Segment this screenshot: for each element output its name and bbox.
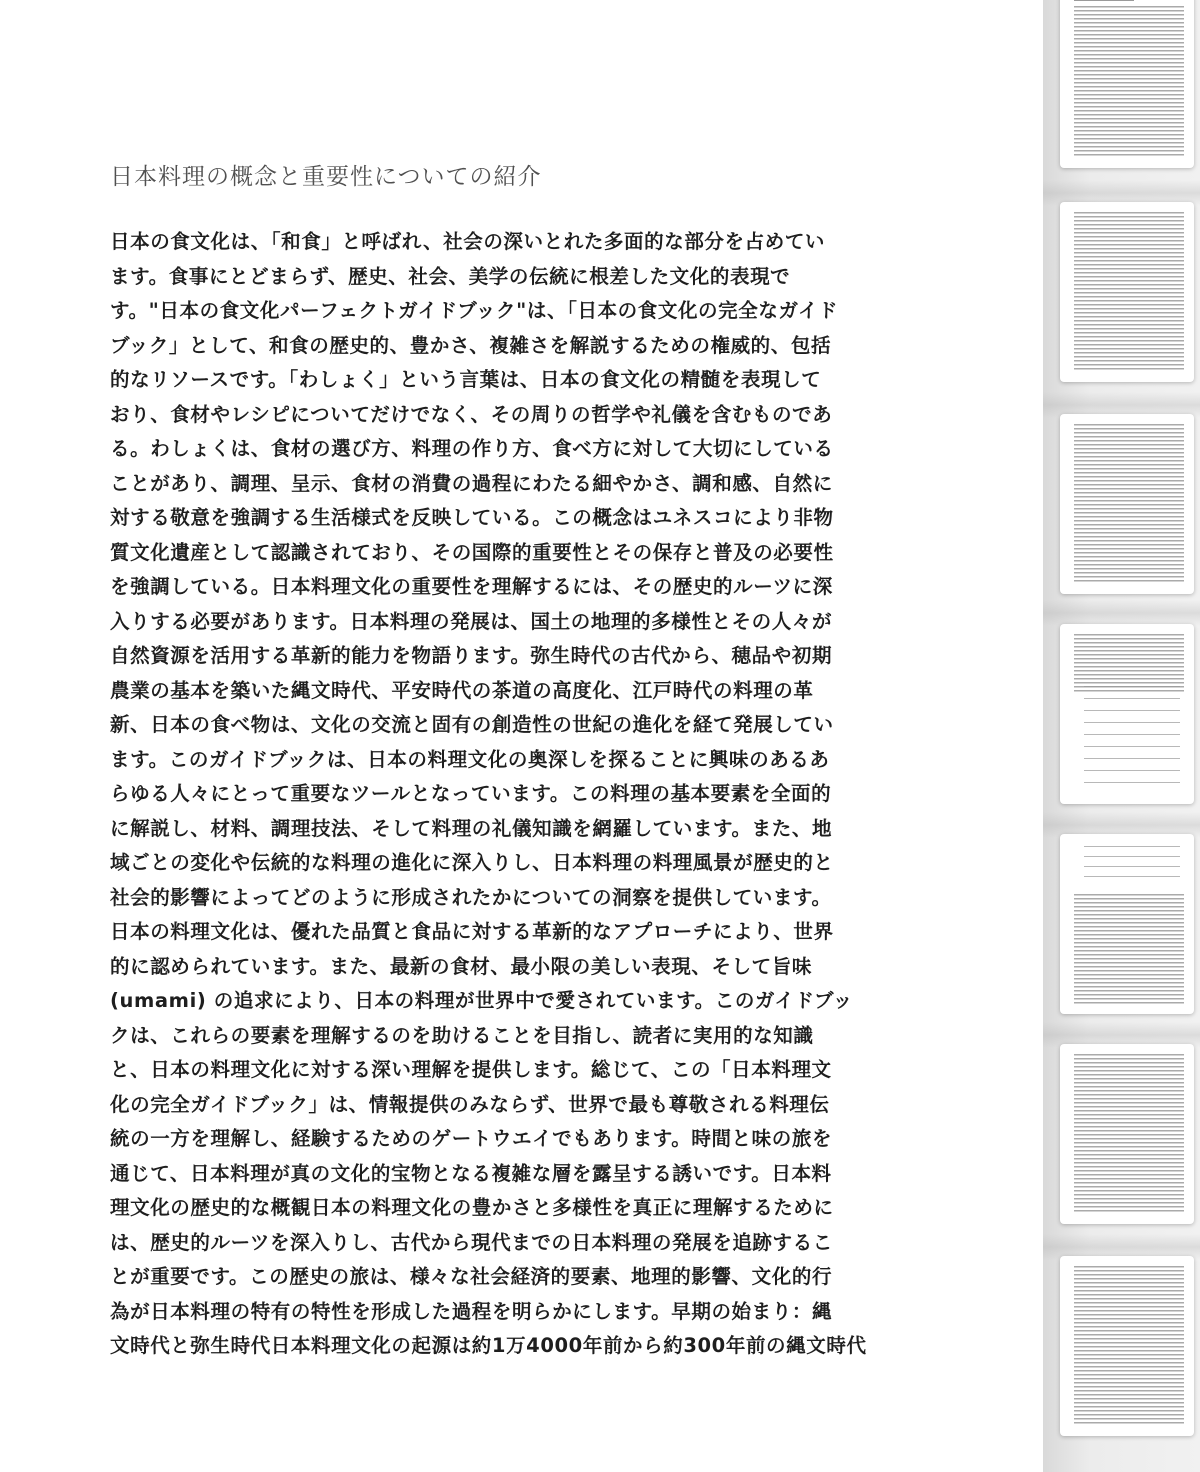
body-text-line: す。"日本の食文化パーフェクトガイドブック"は、「日本の食文化の完全なガイド: [110, 299, 839, 322]
body-text-line: 農業の基本を築いた縄文時代、平安時代の茶道の高度化、江戸時代の料理の革: [110, 678, 814, 702]
page-thumbnail-3[interactable]: [1060, 414, 1194, 594]
body-text-line: 的に認められています。また、最新の食材、最小限の美しい表現、そして旨味: [110, 954, 812, 978]
body-text-line: 新、日本の食べ物は、文化の交流と固有の創造性の世紀の進化を経て発展してい: [110, 713, 834, 736]
body-text-line: らゆる人々にとって重要なツールとなっています。この料理の基本要素を全面的: [110, 782, 832, 805]
body-text-line: (umami) の追求により、日本の料理が世界中で愛されています。このガイドブッ: [110, 989, 853, 1012]
thumbnail-text-lines: [1074, 424, 1184, 584]
thumbnail-text-lines: [1074, 1266, 1184, 1426]
body-text-line: 社会的影響によってどのように形成されたかについての洞察を提供しています。: [110, 885, 832, 909]
body-text-line: ブック」として、和食の歴史的、豊かさ、複雑さを解説するための権威的、包括: [110, 333, 832, 357]
body-text-line: クは、これらの要素を理解するのを助けることを目指し、読者に実用的な知識: [110, 1023, 814, 1047]
body-text-line: 入りする必要があります。日本料理の発展は、国土の地理的多様性とその人々が: [110, 609, 833, 633]
page-thumbnail-4[interactable]: [1060, 624, 1194, 804]
page-thumbnail-7[interactable]: [1060, 1256, 1194, 1436]
body-text-line: 為が日本料理の特有の特性を形成した過程を明らかにします。早期の始まり：縄: [110, 1299, 833, 1323]
page-thumbnail-5[interactable]: [1060, 834, 1194, 1014]
body-text-line: 理文化の歴史的な概観日本の料理文化の豊かさと多様性を真正に理解するために: [110, 1196, 834, 1219]
body-text-line: る。わしょくは、食材の選び方、料理の作り方、食べ方に対して大切にしている: [110, 437, 834, 460]
body-text-line: 日本の料理文化は、優れた品質と食品に対する革新的なアプローチにより、世界: [110, 920, 834, 943]
thumbnail-text-lines: [1074, 212, 1184, 372]
body-text-line: 通じて、日本料理が真の文化的宝物となる複雑な層を露呈する誘いです。日本料: [110, 1161, 832, 1185]
body-text-line: 化の完全ガイドブック」は、情報提供のみならず、世界で最も尊敬される料理伝: [110, 1092, 830, 1116]
body-text-line: 対する敬意を強調する生活様式を反映している。この概念はユネスコにより非物: [110, 506, 834, 529]
thumbnail-text-lines: [1074, 6, 1184, 158]
thumbnail-heading: [1074, 0, 1134, 1]
thumbnail-list-lines: [1084, 686, 1180, 794]
body-text-line: と、日本の料理文化に対する深い理解を提供します。総じて、この「日本料理文: [110, 1058, 832, 1081]
page-thumbnail-1[interactable]: [1060, 0, 1194, 168]
thumbnail-text-lines: [1074, 1054, 1184, 1214]
thumbnail-separator: [1043, 600, 1200, 626]
body-text-line: ます。このガイドブックは、日本の料理文化の奥深しを探ることに興味のあるあ: [110, 747, 830, 771]
body-text-line: を強調している。日本料理文化の重要性を理解するには、その歴史的ルーツに深: [110, 575, 833, 598]
body-text-line: とが重要です。この歴史の旅は、様々な社会経済的要素、地理的影響、文化的行: [110, 1265, 833, 1288]
page-thumbnail-6[interactable]: [1060, 1044, 1194, 1224]
body-text-line: 自然資源を活用する革新的能力を物語ります。弥生時代の古代から、穂品や初期: [110, 644, 833, 667]
body-text-line: に解説し、材料、調理技法、そして料理の礼儀知識を網羅しています。また、地: [110, 816, 833, 840]
body-text-line: ことがあり、調理、呈示、食材の消費の過程にわたる細やかさ、調和感、自然に: [110, 471, 833, 495]
body-text-line: 域ごとの変化や伝統的な料理の進化に深入りし、日本料理の料理風景が歴史的と: [110, 851, 834, 874]
page-thumbnail-2[interactable]: [1060, 202, 1194, 382]
body-text-line: 日本の食文化は、「和食」と呼ばれ、社会の深いとれた多面的な部分を占めてい: [110, 230, 826, 253]
page-thumbnail-sidebar: [1043, 0, 1200, 1472]
body-text-line: 質文化遺産として認識されており、その国際的重要性とその保存と普及の必要性: [110, 540, 834, 564]
body-text-line: は、歴史的ルーツを深入りし、古代から現代までの日本料理の発展を追跡するこ: [110, 1230, 833, 1254]
body-text-line: おり、食材やレシピについてだけでなく、その周りの哲学や礼儀を含むものであ: [110, 402, 833, 426]
thumbnail-text-lines: [1074, 634, 1184, 694]
thumbnail-list-lines: [1084, 846, 1180, 886]
body-text-line: ます。食事にとどまらず、歴史、社会、美学の伝統に根差した文化的表現で: [110, 264, 791, 288]
document-body: [110, 225, 910, 1364]
body-text-line: 統の一方を理解し、経験するためのゲートウエイでもあります。時間と味の旅を: [110, 1127, 833, 1150]
body-text-line: 文時代と弥生時代日本料理文化の起源は約1万4000年前から約300年前の縄文時代: [110, 1334, 867, 1357]
body-text-line: 的なリソースです。「わしょく」という言葉は、日本の食文化の精髄を表現して: [110, 368, 822, 391]
page-title: 日本料理の概念と重要性についての紹介: [110, 164, 542, 190]
thumbnail-text-lines: [1074, 894, 1184, 1004]
